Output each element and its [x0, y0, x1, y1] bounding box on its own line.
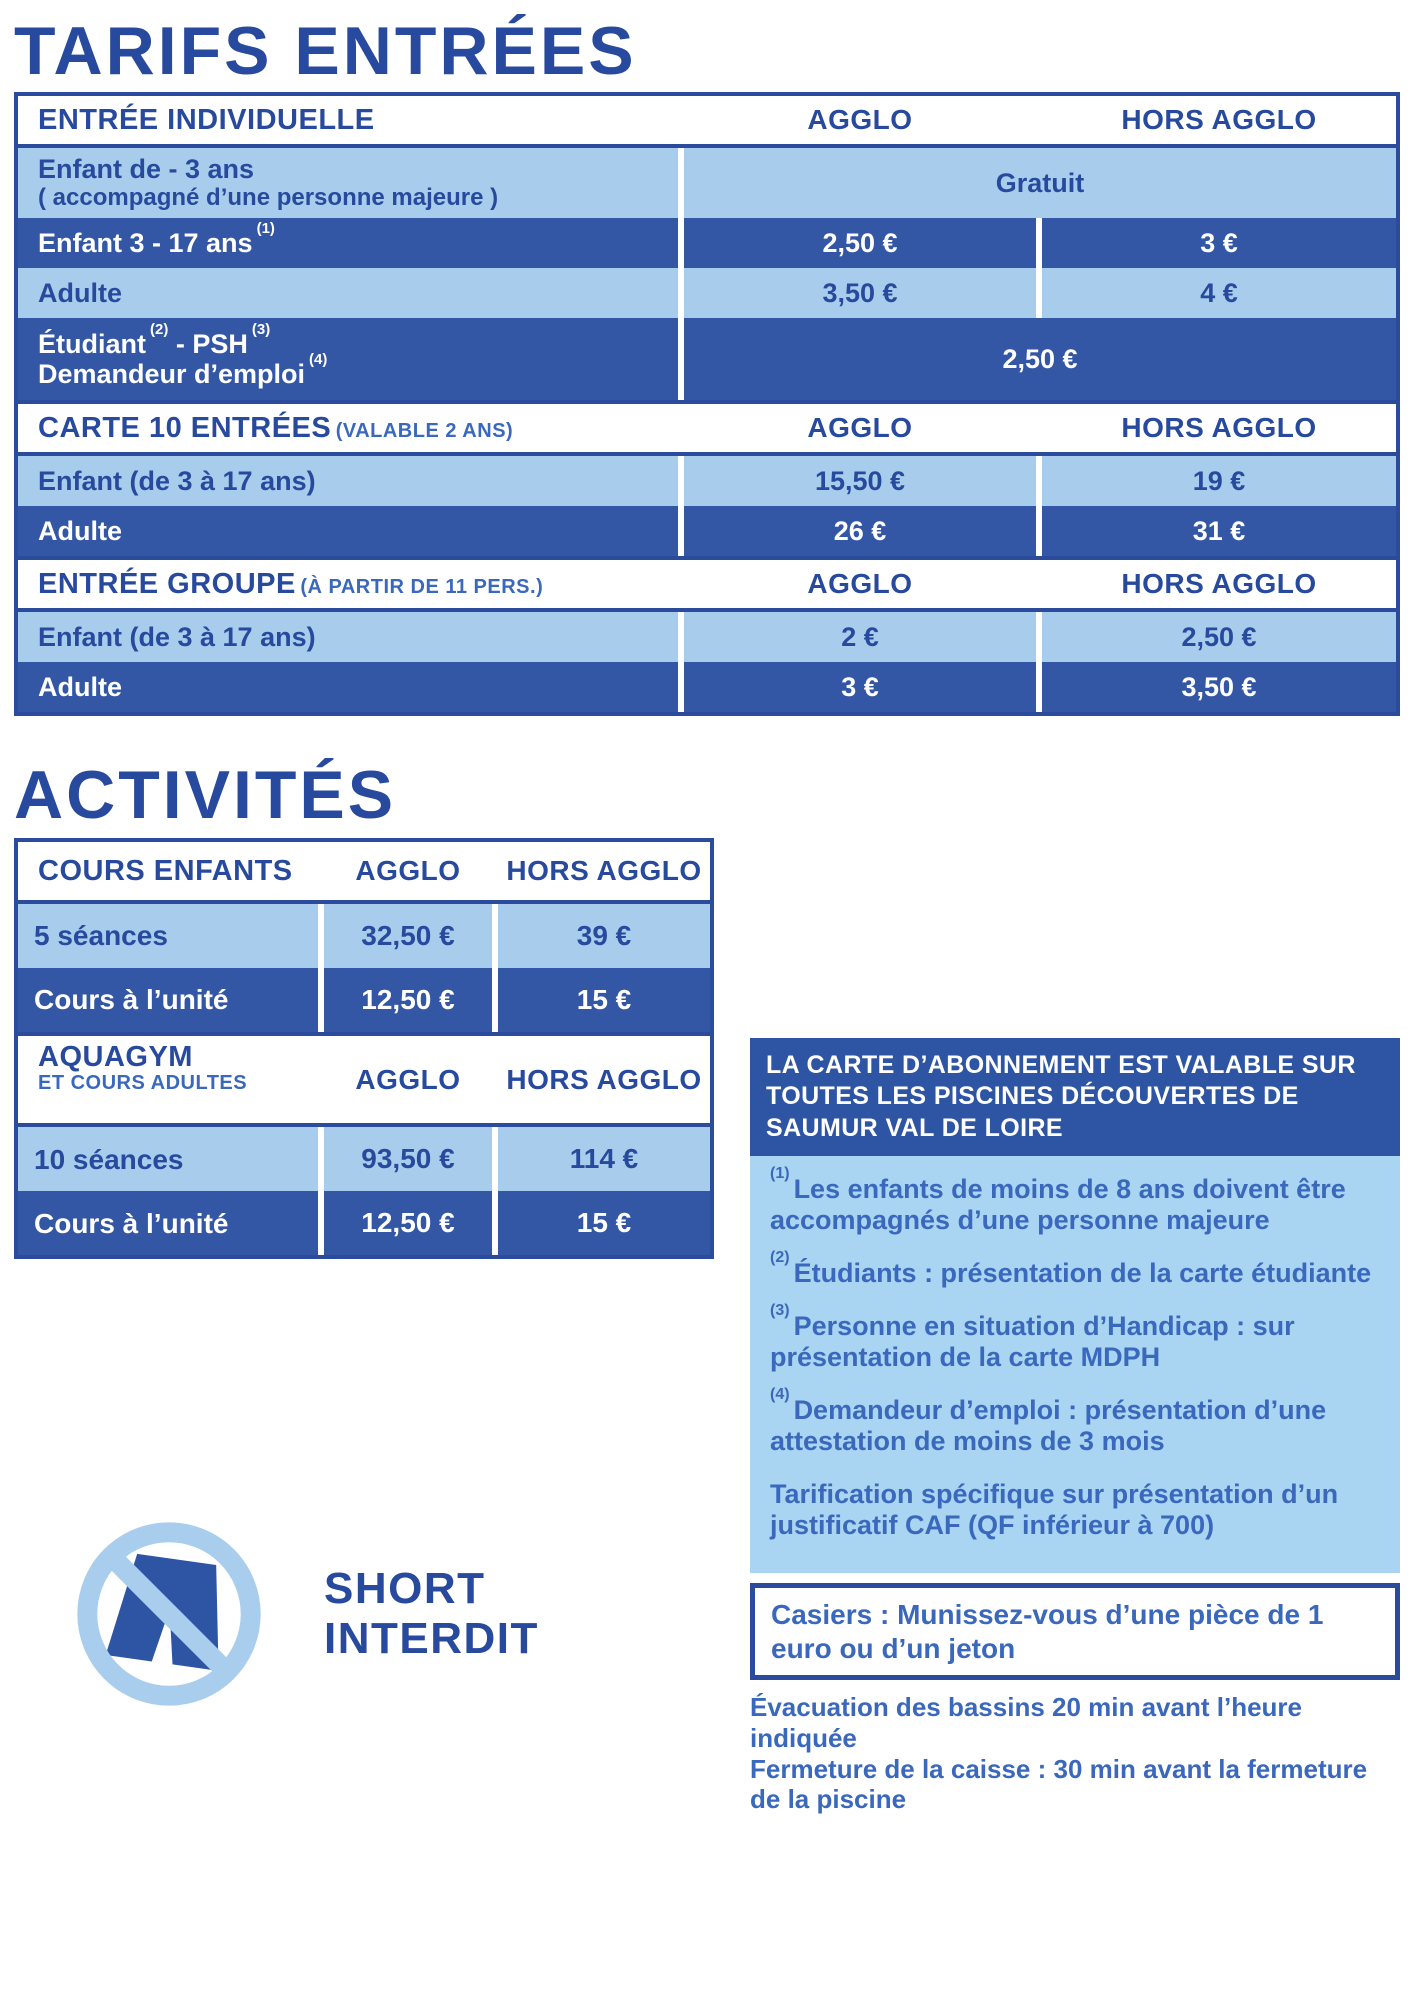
table-row: [18, 1127, 710, 1191]
footnote-marker: (1): [256, 219, 275, 237]
casiers-box: Casiers : Munissez-vous d’une pièce de 1 euro ou d’un jeton: [750, 1583, 1400, 1680]
table-row: [18, 148, 1396, 218]
row-value-agglo: 12,50 €: [324, 1191, 492, 1255]
row-label: 10 séances: [18, 1127, 318, 1191]
abonnement-banner: LA CARTE D’ABONNEMENT EST VALABLE SUR TOUTES LES PISCINES DÉCOUVERTES DE SAUMUR VAL DE LOIRE: [750, 1038, 1400, 1156]
row-value-agglo: 32,50 €: [324, 904, 492, 968]
table-row: [18, 1191, 710, 1255]
column-header-agglo: AGGLO: [807, 104, 913, 135]
activites-table: [14, 838, 714, 1259]
section-header-entree-groupe: [18, 556, 1396, 612]
row-label: Adulte: [18, 268, 678, 318]
row-label: Cours à l’unité: [18, 1191, 318, 1255]
column-header-agglo: AGGLO: [807, 568, 913, 599]
section-header-entree-individuelle: [18, 96, 1396, 148]
section-title-note: (VALABLE 2 ANS): [335, 419, 514, 442]
table-row: [18, 506, 1396, 556]
footnote-marker: (4): [309, 351, 328, 368]
footnote-marker: (4): [770, 1385, 790, 1403]
row-value-hors-agglo: 15 €: [498, 1191, 710, 1255]
row-value-agglo: 93,50 €: [324, 1127, 492, 1191]
row-value-hors-agglo: 31 €: [1042, 506, 1396, 556]
row-label: Adulte: [18, 506, 678, 556]
row-label: Enfant de - 3 ans ( accompagné d’une personne majeure ): [18, 148, 678, 218]
row-value-agglo: 15,50 €: [684, 456, 1036, 506]
short-interdit-block: [14, 1519, 714, 1709]
table-row: [18, 612, 1396, 662]
row-label: Étudiant $^{(2)}$ - PSH $^{(3)}$ Demandeur d’emploi $^{(4)}$: [18, 318, 678, 400]
bottom-area: [14, 838, 1414, 1815]
column-header-hors-agglo: HORS AGGLO: [1121, 104, 1317, 135]
row-value-hors-agglo: 2,50 €: [1042, 612, 1396, 662]
page-title-activites: ACTIVITÉS: [14, 757, 397, 833]
footnote-marker: (1): [770, 1164, 790, 1182]
footnote-4: $^{(4)}$Demandeur d’emploi : présentation d’une attestation de moins de 3 mois: [770, 1385, 1327, 1457]
column-header-hors-agglo: HORS AGGLO: [1121, 568, 1317, 599]
footnote-marker: (3): [770, 1301, 790, 1319]
row-value-hors-agglo: 114 €: [498, 1127, 710, 1191]
section-title: COURS ENFANTS: [38, 854, 293, 887]
short-interdit-label: SHORT INTERDIT: [324, 1564, 539, 1664]
row-label: Enfant (de 3 à 17 ans): [18, 456, 678, 506]
footnote-3: $^{(3)}$Personne en situation d’Handicap : sur présentation de la carte MDPH: [770, 1301, 1295, 1372]
row-value-agglo: 3 €: [684, 662, 1036, 712]
column-header-agglo: AGGLO: [355, 855, 461, 886]
table-row: [18, 268, 1396, 318]
info-sidebar: [750, 838, 1400, 1815]
section-header-cours-enfants: [18, 842, 710, 904]
row-label: Enfant 3 - 17 ans $^{(1)}$: [18, 218, 678, 268]
section-title: AQUAGYM ET COURS ADULTES: [18, 1036, 318, 1123]
footnote-marker: (3): [251, 320, 271, 338]
table-row: [18, 904, 710, 968]
page-title-tarifs: TARIFS ENTRÉES: [14, 13, 637, 89]
row-value-hors-agglo: 19 €: [1042, 456, 1396, 506]
footnote-2: $^{(2)}$Étudiants : présentation de la carte étudiante: [770, 1248, 1372, 1288]
table-row: [18, 318, 1396, 400]
row-label: Enfant (de 3 à 17 ans): [18, 612, 678, 662]
evacuation-note: Évacuation des bassins 20 min avant l’heure indiquée Fermeture de la caisse : 30 min avant la fermeture de la piscine: [750, 1692, 1368, 1815]
section-title: ENTRÉE INDIVIDUELLE: [38, 103, 375, 136]
row-value-agglo: 12,50 €: [324, 968, 492, 1032]
section-header-aquagym: [18, 1032, 710, 1127]
column-header-agglo: AGGLO: [807, 412, 913, 443]
footnote-1: $^{(1)}$Les enfants de moins de 8 ans doivent être accompagnés d’une personne majeure: [770, 1164, 1346, 1235]
no-shorts-icon: [74, 1519, 264, 1709]
column-header-hors-agglo: HORS AGGLO: [506, 1063, 702, 1095]
tarification-caf-note: Tarification spécifique sur présentation d’un justificatif CAF (QF inférieur à 700): [770, 1479, 1339, 1541]
row-value-hors-agglo: 15 €: [498, 968, 710, 1032]
row-value-agglo: 3,50 €: [684, 268, 1036, 318]
row-value-agglo: 2 €: [684, 612, 1036, 662]
row-value-agglo: 2,50 €: [684, 218, 1036, 268]
table-row: [18, 218, 1396, 268]
row-label: Cours à l’unité: [18, 968, 318, 1032]
row-value-hors-agglo: 39 €: [498, 904, 710, 968]
tarifs-entrees-table: [14, 92, 1400, 716]
column-header-hors-agglo: HORS AGGLO: [506, 855, 702, 886]
row-value-agglo: 26 €: [684, 506, 1036, 556]
row-value-merged: Gratuit: [684, 148, 1396, 218]
row-label: Adulte: [18, 662, 678, 712]
section-title: CARTE 10 ENTRÉES (VALABLE 2 ANS): [38, 411, 514, 444]
footnote-marker: (2): [150, 320, 169, 338]
table-row: [18, 662, 1396, 712]
footnotes-panel: [750, 1156, 1400, 1573]
activites-column: [14, 838, 714, 1815]
table-row: [18, 456, 1396, 506]
row-value-hors-agglo: 4 €: [1042, 268, 1396, 318]
row-label: 5 séances: [18, 904, 318, 968]
row-value-hors-agglo: 3 €: [1042, 218, 1396, 268]
row-value-merged: 2,50 €: [684, 318, 1396, 400]
section-title-note: ET COURS ADULTES: [38, 1072, 248, 1095]
section-header-carte-10-entrees: [18, 400, 1396, 456]
table-row: [18, 968, 710, 1032]
section-title: ENTRÉE GROUPE (À PARTIR DE 11 PERS.): [38, 567, 544, 600]
section-title-note: (À PARTIR DE 11 PERS.): [300, 575, 544, 598]
footnote-marker: (2): [770, 1248, 790, 1266]
column-header-agglo: AGGLO: [355, 1063, 461, 1095]
row-value-hors-agglo: 3,50 €: [1042, 662, 1396, 712]
column-header-hors-agglo: HORS AGGLO: [1121, 412, 1317, 443]
